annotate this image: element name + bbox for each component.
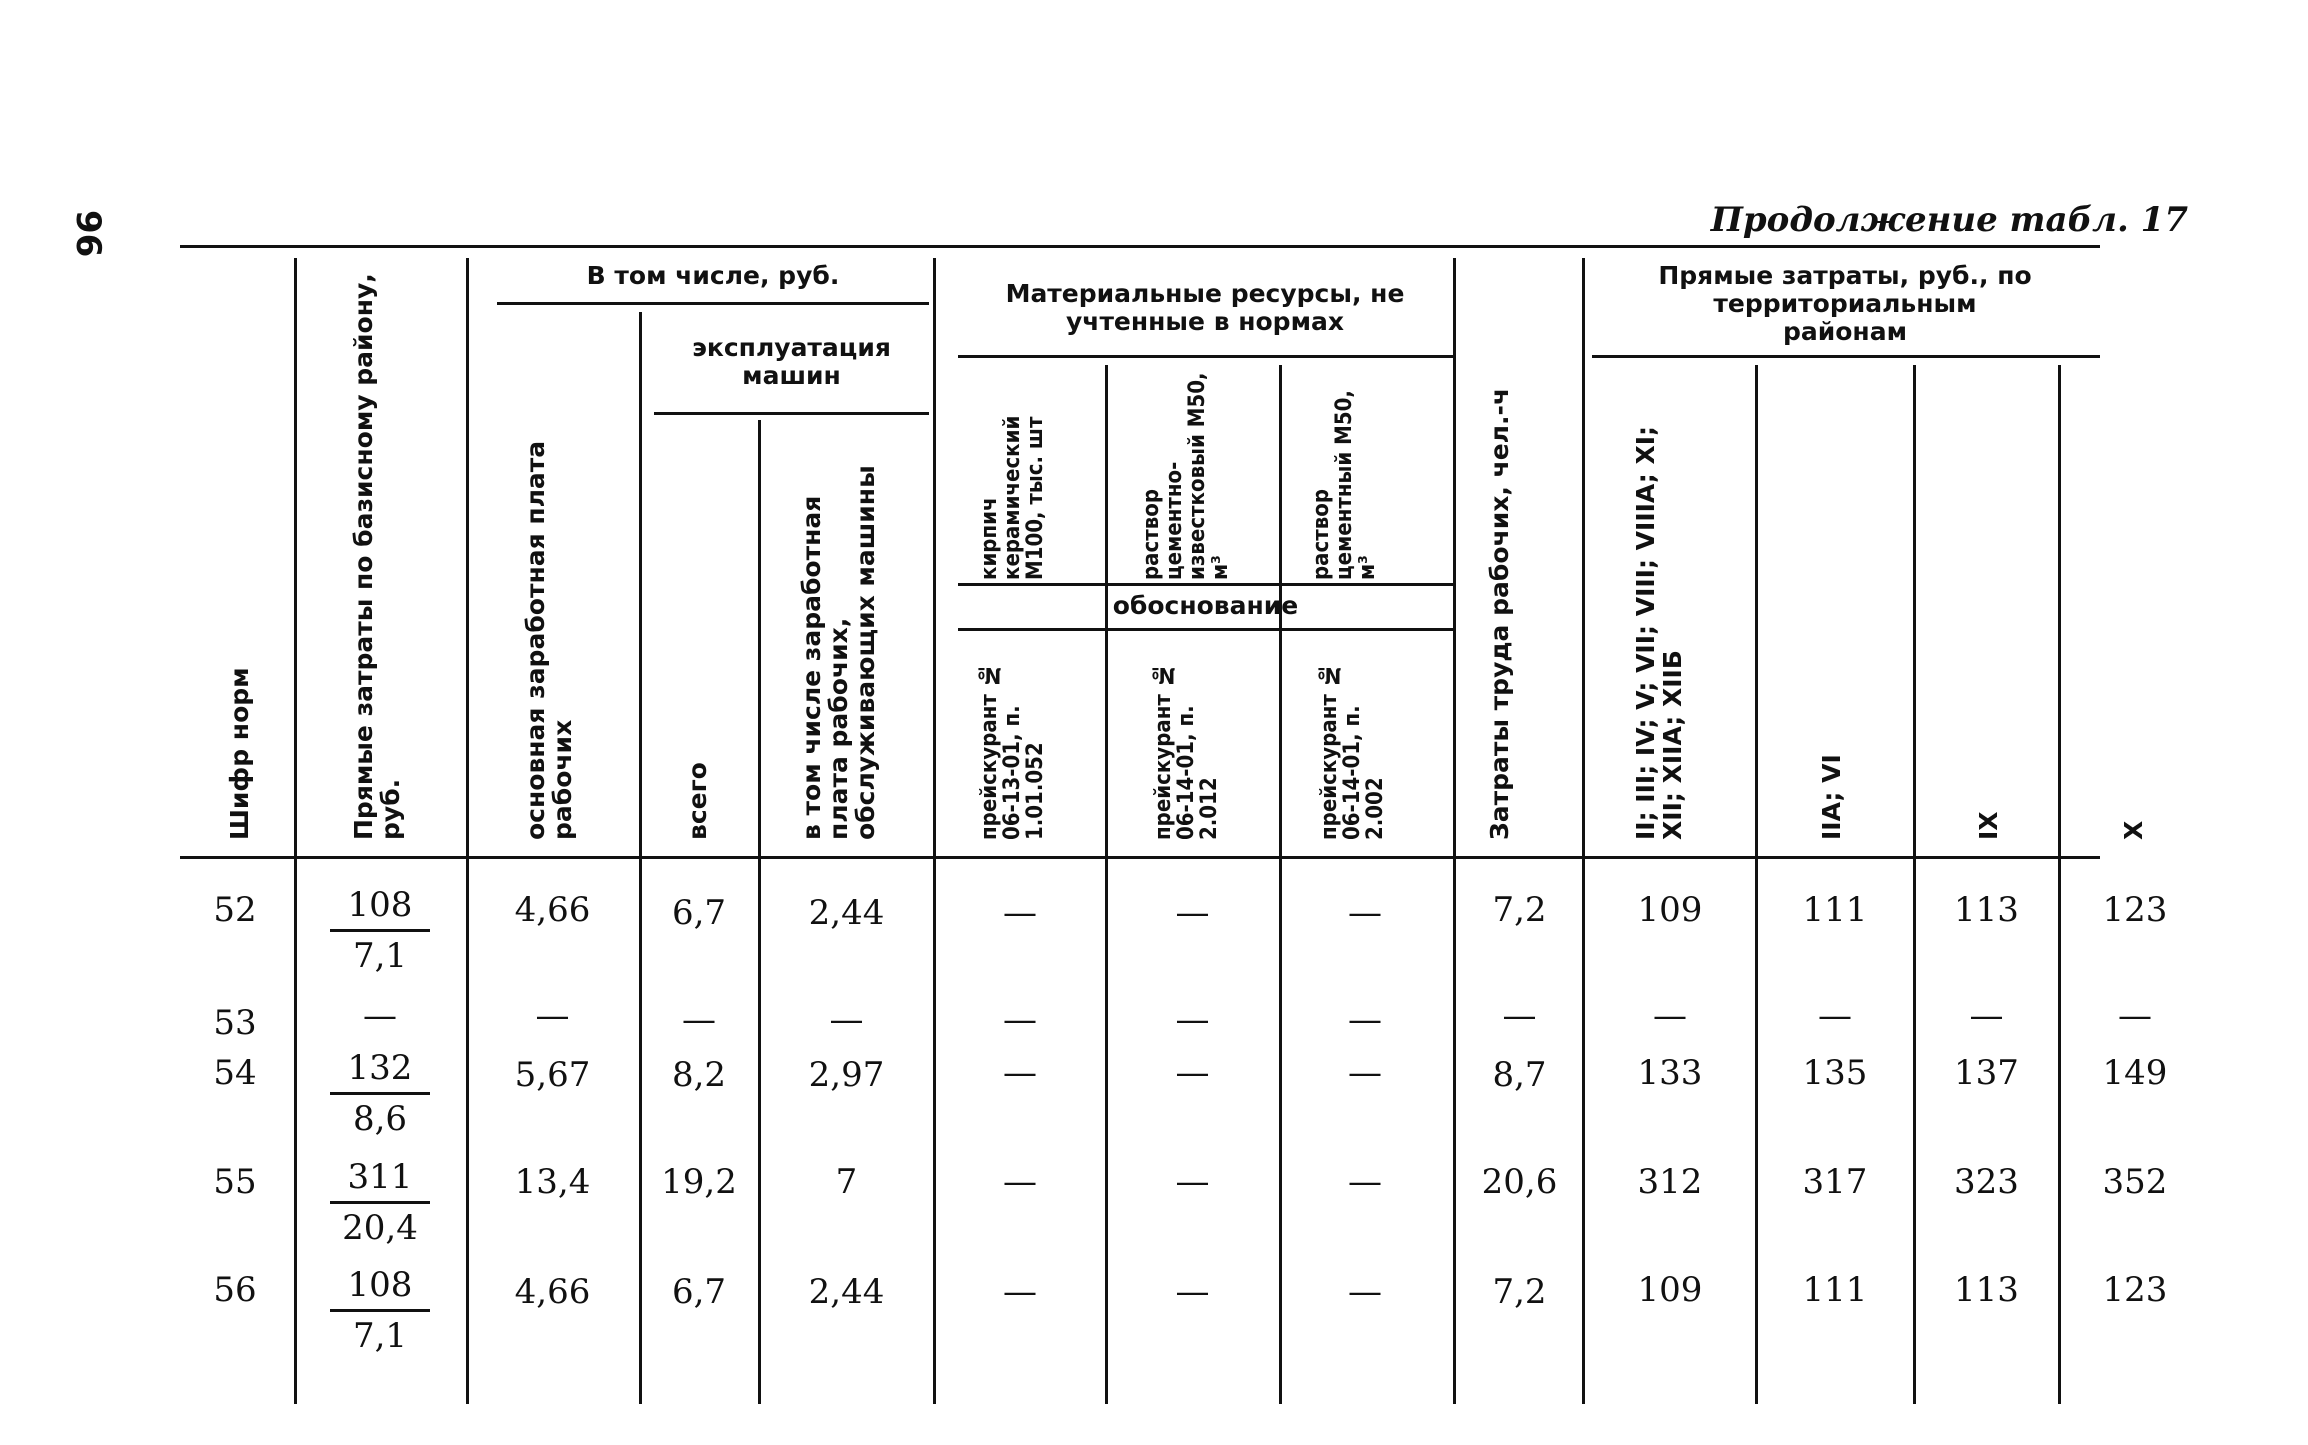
col-divider	[1105, 365, 1108, 1404]
header-basis-2: прейскурант № 06-14-01, п. 2.012	[1151, 662, 1222, 840]
cell-direct-fraction	[330, 885, 430, 976]
cell-mat3: —	[1348, 893, 1382, 933]
cell-region-2: 111	[1802, 1270, 1868, 1310]
col-divider	[294, 258, 297, 1404]
cell-mat3: —	[1348, 1162, 1382, 1202]
cell-region-2: 317	[1802, 1162, 1868, 1202]
col-divider	[1279, 365, 1282, 1404]
header-code: Шифр норм	[225, 667, 254, 840]
col-divider	[1755, 365, 1758, 1404]
header-direct-base: Прямые затраты по базисному району, руб.	[349, 273, 405, 840]
cell-code: 54	[213, 1053, 257, 1093]
cell-labor: 7,2	[1492, 890, 1547, 930]
header-region-3: IX	[1974, 811, 2003, 840]
header-basis-1: прейскурант № 06-13-01, п. 1.01.052	[977, 662, 1048, 840]
header-machine-wage: в том числе заработная плата рабочих, обслуживающих машины	[797, 465, 880, 840]
cell-direct: 311	[330, 1157, 430, 1204]
cell-mat1: —	[1003, 893, 1037, 933]
page-number: 96	[68, 210, 108, 258]
cell-mat1: —	[1003, 1272, 1037, 1312]
cell-region-1: 109	[1637, 1270, 1703, 1310]
cell-direct: 108	[330, 1265, 430, 1312]
cell-mat2: —	[1175, 1053, 1210, 1093]
col-divider	[1913, 365, 1916, 1404]
cell-region-3: 113	[1954, 1270, 2019, 1310]
cell-direct: —	[363, 996, 397, 1036]
basis-bottom-rule	[958, 628, 1453, 631]
including-group-rule	[497, 302, 929, 305]
cell-region-4: —	[2118, 996, 2152, 1036]
cell-labor: 7,2	[1492, 1272, 1547, 1312]
header-base-wage: основная заработная плата рабочих	[521, 440, 577, 840]
cell-region-2: —	[1818, 996, 1852, 1036]
header-region-4: X	[2119, 820, 2148, 840]
cell-direct-sub: 7,1	[352, 1316, 408, 1356]
col-divider	[933, 258, 936, 1404]
cell-region-2: 135	[1802, 1053, 1868, 1093]
cell-region-1: —	[1653, 996, 1687, 1036]
cell-wage: 4,66	[514, 890, 591, 930]
cell-region-3: 113	[1954, 890, 2019, 930]
machine-group-header: эксплуатация машин	[692, 333, 891, 390]
cell-mat1: —	[1003, 1162, 1037, 1202]
cell-machine-wage: 2,97	[808, 1055, 885, 1095]
cell-region-4: 149	[2102, 1053, 2168, 1093]
cell-machine-wage: 2,44	[808, 893, 885, 933]
cell-region-3: 137	[1954, 1053, 2019, 1093]
col-divider	[1582, 258, 1585, 1404]
cell-machine: 6,7	[671, 893, 727, 933]
including-group-header: В том числе, руб.	[586, 261, 840, 290]
col-divider	[1453, 258, 1456, 1404]
cell-machine: 6,7	[671, 1272, 727, 1312]
cell-direct-fraction	[330, 1265, 430, 1356]
machine-group-rule	[654, 412, 929, 415]
basis-group-header: обоснование	[1112, 591, 1299, 620]
cell-wage: —	[535, 996, 570, 1036]
cell-region-3: 323	[1954, 1162, 2019, 1202]
header-basis-3: прейскурант № 06-14-01, п. 2.002	[1317, 662, 1388, 840]
cell-wage: 13,4	[514, 1162, 591, 1202]
cell-region-4: 123	[2102, 1270, 2168, 1310]
cell-labor: 20,6	[1481, 1162, 1558, 1202]
cell-mat1: —	[1003, 1000, 1037, 1040]
cell-mat2: —	[1175, 1272, 1210, 1312]
col-divider	[2058, 365, 2061, 1404]
cell-wage: 5,67	[514, 1055, 591, 1095]
cell-direct-fraction	[330, 1157, 430, 1248]
cell-wage: 4,66	[514, 1272, 591, 1312]
cell-region-1: 133	[1637, 1053, 1703, 1093]
materials-group-header: Материальные ресурсы, не учтенные в нормах	[1005, 279, 1405, 336]
col-divider	[639, 312, 642, 1404]
header-material-mortar-cement: раствор цементный М50, м³	[1309, 390, 1380, 580]
cell-mat2: —	[1175, 1162, 1210, 1202]
header-material-brick: кирпич керамический М100, тыс. шт	[977, 415, 1048, 580]
cell-machine: 19,2	[661, 1162, 737, 1202]
cell-mat3: —	[1348, 1000, 1382, 1040]
header-region-1: II; III; IV; V; VII; VIII; VIIIA; XI; XII; XIIA; XIIБ	[1631, 425, 1687, 840]
header-region-2: IIA; VI	[1817, 754, 1846, 840]
header-labor: Затраты труда рабочих, чел.-ч	[1485, 387, 1514, 840]
cell-direct-sub: 20,4	[342, 1208, 418, 1248]
cell-code: 53	[213, 1003, 257, 1043]
table-caption: Продолжение табл. 17	[1710, 200, 2188, 240]
cell-region-4: 352	[2102, 1162, 2168, 1202]
cell-mat3: —	[1348, 1053, 1382, 1093]
cell-direct-sub: 7,1	[352, 936, 408, 976]
cell-region-3: —	[1969, 996, 2004, 1036]
cell-region-4: 123	[2102, 890, 2168, 930]
cell-code: 55	[213, 1162, 257, 1202]
cell-code: 52	[213, 890, 257, 930]
cell-machine: 8,2	[671, 1055, 727, 1095]
cell-region-2: 111	[1802, 890, 1868, 930]
cell-mat2: —	[1175, 893, 1210, 933]
cell-mat2: —	[1175, 1000, 1210, 1040]
cell-machine-wage: —	[829, 1000, 864, 1040]
cell-direct: 108	[330, 885, 430, 932]
cell-machine-wage: 2,44	[808, 1272, 885, 1312]
cell-direct-fraction	[330, 1048, 430, 1139]
header-machine-total: всего	[683, 762, 712, 840]
cell-direct: 132	[330, 1048, 430, 1095]
basis-top-rule	[958, 583, 1453, 586]
cell-labor: —	[1502, 996, 1537, 1036]
cell-region-1: 109	[1637, 890, 1703, 930]
cell-direct-sub: 8,6	[352, 1099, 408, 1139]
cell-mat1: —	[1003, 1053, 1037, 1093]
col-divider	[758, 420, 761, 1404]
col-divider	[466, 258, 469, 1404]
header-material-mortar-lime: раствор цементно-известковый М50, м³	[1139, 372, 1233, 580]
cell-code: 56	[213, 1270, 257, 1310]
cell-region-1: 312	[1637, 1162, 1703, 1202]
top-rule	[180, 245, 2100, 248]
regions-group-rule	[1592, 355, 2100, 358]
cell-machine: —	[682, 1000, 716, 1040]
cell-labor: 8,7	[1492, 1055, 1547, 1095]
cell-machine-wage: 7	[835, 1162, 858, 1202]
regions-group-header: Прямые затраты, руб., по территориальным районам	[1658, 261, 2032, 346]
cell-mat3: —	[1348, 1272, 1382, 1312]
materials-group-rule	[958, 355, 1453, 358]
